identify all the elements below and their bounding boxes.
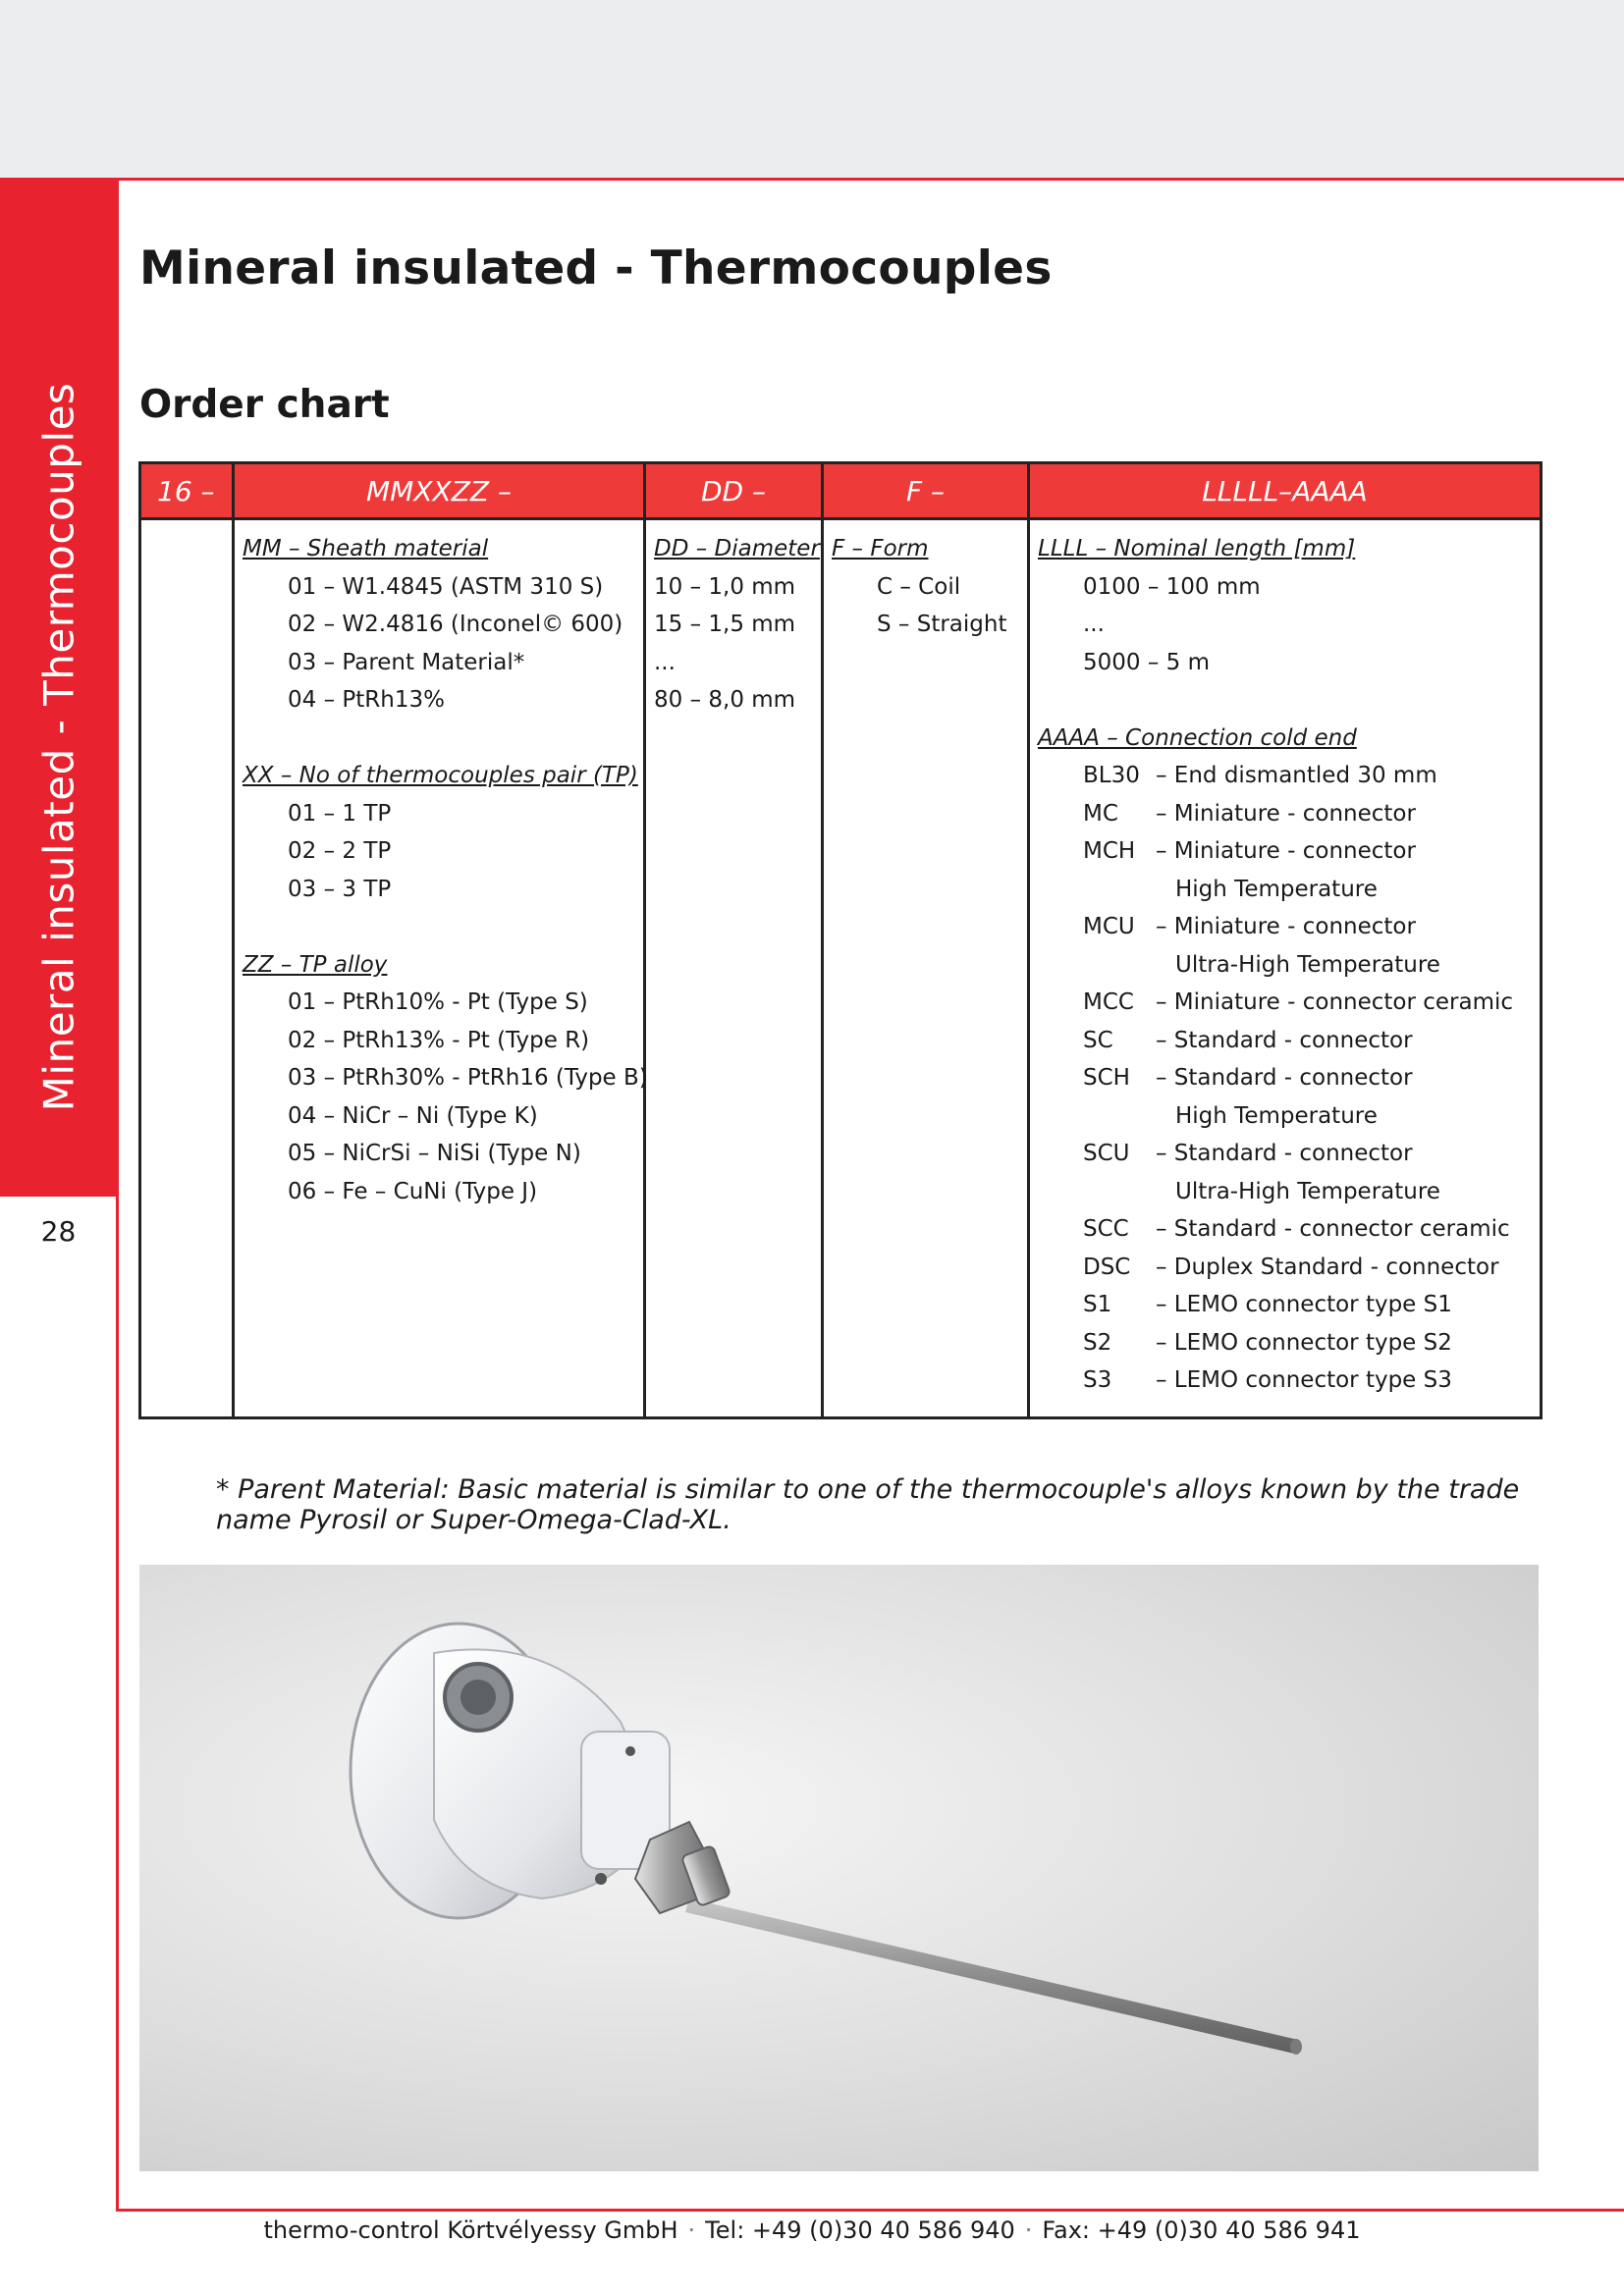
tp-pair-heading: XX – No of thermocouples pair (TP) — [243, 763, 638, 788]
list-item — [1038, 1324, 1532, 1362]
list-item — [1038, 1249, 1532, 1287]
diameter-cell — [645, 519, 823, 1418]
connection-code: SCU — [1083, 1141, 1130, 1166]
footer-fax: Fax: +49 (0)30 40 586 941 — [1042, 2216, 1361, 2244]
connection-code: MC — [1083, 800, 1118, 827]
connection-code: MCC — [1083, 989, 1134, 1015]
connection-desc: – Miniature - connector ceramic — [1156, 989, 1514, 1015]
list-item — [1038, 1362, 1532, 1400]
connection-code: SC — [1083, 1027, 1113, 1053]
connection-code: DSC — [1083, 1254, 1131, 1280]
connection-desc: – Duplex Standard - connector — [1156, 1254, 1499, 1280]
connection-desc-cont: Ultra-High Temperature — [1175, 1178, 1440, 1204]
list-item: C – Coil — [877, 573, 961, 600]
connection-desc: – Miniature - connector — [1156, 800, 1416, 827]
spacer — [1038, 681, 1532, 720]
footnote: * Parent Material: Basic material is similar to one of the thermocouple's alloys known by the trade name Pyrosil or Super-Omega-Clad-XL. — [216, 1474, 1520, 1535]
footer — [0, 2216, 1624, 2244]
list-item: 80 – 8,0 mm — [654, 687, 796, 713]
list-item: 02 – W2.4816 (Inconel© 600) — [288, 612, 623, 637]
connection-code: SCC — [1083, 1216, 1129, 1242]
list-item — [1038, 1210, 1532, 1249]
connection-desc-cont: High Temperature — [1175, 876, 1378, 902]
connection-cold-end-heading: AAAA – Connection cold end — [1038, 724, 1357, 751]
list-item: 04 – NiCr – Ni (Type K) — [288, 1102, 538, 1129]
connection-desc: – Miniature - connector — [1156, 914, 1416, 939]
sheath-material-cell — [234, 519, 648, 1418]
connection-code: S1 — [1083, 1292, 1112, 1317]
spacer — [243, 720, 635, 758]
connection-desc: – End dismantled 30 mm — [1156, 763, 1437, 788]
product-photo — [139, 1565, 1539, 2171]
header-cell-length-connection: LLLLL–AAAA — [1029, 463, 1542, 519]
order-chart-table — [138, 461, 1543, 1419]
list-item: 01 – 1 TP — [288, 800, 392, 827]
side-label: Mineral insulated - Thermocouples — [34, 382, 83, 1112]
tp-alloy-heading: ZZ – TP alloy — [243, 951, 388, 978]
footer-company: thermo-control Körtvélyessy GmbH — [263, 2216, 678, 2244]
list-item: 15 – 1,5 mm — [654, 612, 796, 637]
connection-desc: – Standard - connector — [1156, 1141, 1413, 1166]
connection-desc-cont: Ultra-High Temperature — [1175, 951, 1440, 978]
connection-desc-cont: High Temperature — [1175, 1102, 1378, 1129]
page-title: Mineral insulated - Thermocouples — [139, 241, 1053, 295]
list-item — [1038, 1286, 1532, 1324]
list-item — [1038, 1022, 1532, 1060]
list-item: 02 – PtRh13% - Pt (Type R) — [288, 1027, 590, 1053]
section-title: Order chart — [139, 383, 390, 427]
list-item: 06 – Fe – CuNi (Type J) — [288, 1178, 538, 1204]
list-item — [1038, 1135, 1532, 1173]
connection-desc: – Standard - connector ceramic — [1156, 1216, 1510, 1242]
header-cell-prefix: 16 – — [140, 463, 234, 519]
connection-desc: – Miniature - connector — [1156, 838, 1416, 864]
top-band — [0, 0, 1624, 178]
list-item: 0100 – 100 mm — [1083, 573, 1261, 600]
prefix-cell — [140, 519, 234, 1418]
diameter-heading: DD – Diameter — [654, 536, 820, 561]
connection-desc: – Standard - connector — [1156, 1065, 1413, 1091]
nominal-length-heading: LLLL – Nominal length [mm] — [1038, 536, 1356, 561]
connection-code: BL30 — [1083, 763, 1140, 788]
list-item: ... — [654, 649, 676, 675]
form-cell — [823, 519, 1029, 1418]
list-item: 5000 – 5 m — [1083, 649, 1211, 675]
frame-bottom-line — [116, 2209, 1624, 2212]
header-cell-mmxxzz: MMXXZZ – — [234, 463, 645, 519]
list-item: 05 – NiCrSi – NiSi (Type N) — [288, 1141, 581, 1166]
table-header-row — [140, 463, 1542, 519]
thermocouple-illustration — [139, 1565, 1539, 2171]
list-item — [1038, 984, 1532, 1022]
footer-separator: · — [1024, 2216, 1033, 2244]
spacer — [243, 908, 635, 946]
connection-desc: – LEMO connector type S3 — [1156, 1367, 1452, 1393]
connection-desc: – LEMO connector type S2 — [1156, 1329, 1452, 1356]
list-item: 04 – PtRh13% — [288, 687, 445, 713]
connection-code: S2 — [1083, 1329, 1112, 1356]
list-item: 03 – 3 TP — [288, 876, 392, 902]
list-item: 10 – 1,0 mm — [654, 573, 796, 600]
footer-separator: · — [687, 2216, 696, 2244]
header-cell-f: F – — [823, 463, 1029, 519]
connection-desc: – LEMO connector type S1 — [1156, 1292, 1452, 1317]
list-item: 02 – 2 TP — [288, 838, 392, 864]
page-number: 28 — [40, 1215, 77, 1248]
list-item — [1038, 1059, 1532, 1097]
list-item — [1038, 908, 1532, 946]
connection-code: MCU — [1083, 914, 1135, 939]
footer-tel: Tel: +49 (0)30 40 586 940 — [705, 2216, 1015, 2244]
table-body-row — [140, 519, 1542, 1418]
list-item: ... — [1083, 612, 1105, 637]
sheath-material-heading: MM – Sheath material — [243, 536, 489, 561]
header-cell-dd: DD – — [645, 463, 823, 519]
length-connection-cell — [1029, 519, 1542, 1418]
list-item — [1038, 832, 1532, 871]
side-bar — [0, 178, 117, 1197]
list-item: S – Straight — [877, 612, 1007, 637]
list-item — [1038, 757, 1532, 795]
list-item: 01 – PtRh10% - Pt (Type S) — [288, 989, 588, 1015]
list-item — [1038, 795, 1532, 833]
frame-top-line — [117, 178, 1624, 181]
list-item: 01 – W1.4845 (ASTM 310 S) — [288, 573, 604, 600]
connection-code: S3 — [1083, 1367, 1112, 1393]
list-item: 03 – Parent Material* — [288, 649, 525, 675]
list-item: 03 – PtRh30% - PtRh16 (Type B) — [288, 1065, 648, 1091]
connection-desc: – Standard - connector — [1156, 1027, 1413, 1053]
connection-code: SCH — [1083, 1065, 1130, 1091]
form-heading: F – Form — [832, 536, 929, 561]
connection-code: MCH — [1083, 838, 1136, 864]
